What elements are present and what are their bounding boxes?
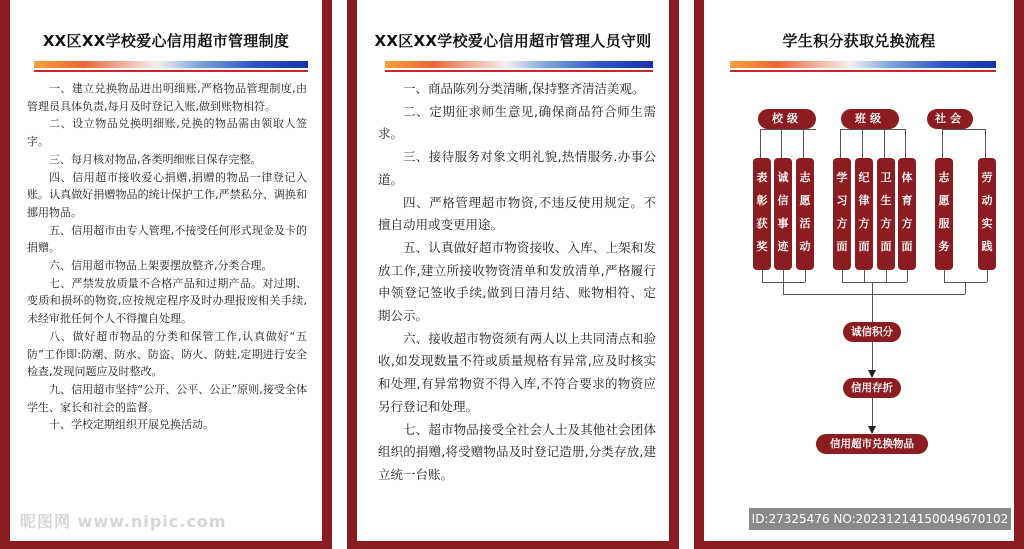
paragraph: 一、建立兑换物品进出明细账,严格物品管理制度,由管理员具体负责,每月及时登记入账,做到账物相符。 — [27, 82, 307, 113]
step-credit-passbook: 信用存折 — [843, 378, 901, 398]
connector-line — [872, 342, 873, 370]
title-underline-red — [385, 70, 653, 72]
rules-text — [378, 78, 656, 487]
connector-line — [864, 270, 865, 282]
connector-line — [840, 129, 906, 130]
rules-text — [27, 80, 307, 434]
paragraph: 九、信用超市坚持“公开、公平、公正”原则,接受全体学生、家长和社会的监督。 — [27, 382, 307, 414]
paragraph: 一、商品陈列分类清晰,保持整齐清洁美观。 — [403, 81, 645, 96]
item-label: 纪律方面 — [858, 171, 870, 253]
step-exchange-goods: 信用超市兑换物品 — [816, 434, 928, 454]
connector-line — [905, 129, 906, 158]
title-underline-red — [730, 70, 996, 72]
paragraph: 五、信用超市由专人管理,不接受任何形式现金及卡的捐赠。 — [27, 223, 307, 255]
item-label: 学习方面 — [836, 171, 848, 253]
rules-panel-management — [0, 0, 332, 549]
connector-line — [842, 270, 843, 282]
paragraph: 八、做好超市物品的分类和保管工作,认真做好“五防”工作即:防潮、防水、防盗、防火、防蛀,定期进行安全检查,发现问题应及时整改。 — [27, 329, 307, 379]
category-society: 社会 — [927, 109, 973, 129]
item-award — [753, 158, 771, 270]
item-label: 卫生方面 — [880, 171, 892, 253]
title-underline — [34, 61, 308, 68]
connector-line — [987, 270, 988, 282]
paragraph: 二、设立物品兑换明细账,兑换的物品需由领取人签字。 — [27, 117, 307, 149]
connector-line — [907, 270, 908, 282]
item-study — [833, 158, 851, 270]
site-watermark: 昵图网 www.nipic.com — [20, 512, 227, 531]
paragraph: 二、定期征求师生意见,确保商品符合师生需求。 — [378, 103, 656, 142]
paragraph: 四、严格管理超市物资,不违反使用规定。不擅自动用或变更用途。 — [378, 194, 656, 233]
connector-line — [783, 282, 784, 294]
step-credit-points: 诚信积分 — [843, 322, 901, 342]
item-label: 志愿服务 — [938, 171, 950, 253]
connector-line — [942, 129, 943, 158]
item-service — [935, 158, 953, 270]
connector-line — [805, 270, 806, 282]
item-hygiene — [877, 158, 895, 270]
paragraph: 四、信用超市接收爱心捐赠,捐赠的物品一律登记入账。认真做好捐赠物品的统计保护工作,严禁私分、调换和挪用物品。 — [27, 170, 307, 219]
item-label: 体育方面 — [901, 171, 913, 253]
item-discipline — [855, 158, 873, 270]
item-label: 志愿活动 — [799, 171, 811, 253]
image-id-label: ID:27325476 NO:20231214150049670102 — [749, 508, 1011, 530]
connector-line — [842, 282, 907, 283]
connector-line — [942, 129, 986, 130]
title-underline-red — [34, 70, 308, 72]
arrow-down-icon — [868, 426, 876, 434]
category-school: 校级 — [758, 109, 816, 129]
item-sports — [898, 158, 916, 270]
paragraph: 六、信用超市物品上架要摆放整齐,分类合理。 — [49, 259, 273, 273]
panel-title: 学生积分获取兑换流程 — [782, 32, 936, 50]
arrow-down-icon — [868, 370, 876, 378]
paragraph: 三、每月核对物品,各类明细账目保存完整。 — [49, 152, 262, 166]
connector-line — [872, 282, 873, 322]
panel-title: XX区XX学校爱心信用超市管理制度 — [42, 32, 290, 50]
category-class: 班级 — [841, 109, 899, 129]
paragraph: 六、接收超市物资须有两人以上共同清点和验收,如发现数量不符或质量规格有异常,应及时核实和处理,有异常物资不得入库,不符合要求的物资应另行登记和处理。 — [378, 330, 656, 414]
title-underline — [385, 61, 653, 68]
connector-line — [872, 398, 873, 427]
panel-title: XX区XX学校爱心信用超市管理人员守则 — [374, 32, 652, 50]
connector-line — [783, 294, 965, 295]
connector-line — [762, 270, 763, 282]
item-label: 诚信事迹 — [777, 171, 789, 253]
connector-line — [803, 129, 804, 158]
paragraph: 十、学校定期组织开展兑换活动。 — [49, 418, 214, 432]
connector-line — [781, 129, 782, 158]
rules-panel-staff — [347, 0, 679, 549]
connector-line — [760, 129, 761, 158]
item-volunteer — [796, 158, 814, 270]
connector-line — [760, 129, 816, 130]
connector-line — [886, 270, 887, 282]
connector-line — [884, 129, 885, 158]
connector-line — [840, 129, 841, 158]
paragraph: 七、严禁发放质量不合格产品和过期产品。对过期、变质和损坏的物资,应按规定程序及时办理报废相关手续,未经审批任何个人不得擅自处理。 — [27, 276, 307, 326]
item-labor — [978, 158, 996, 270]
item-integrity — [774, 158, 792, 270]
paragraph: 五、认真做好超市物资接收、入库、上架和发放工作,建立所接收物资清单和发放清单,严格履行申领登记签收手续,做到日清月结、账物相符、定期公示。 — [378, 239, 656, 324]
item-label: 劳动实践 — [981, 171, 993, 253]
connector-line — [985, 129, 986, 158]
connector-line — [944, 270, 945, 282]
item-label: 表彰获奖 — [756, 171, 768, 253]
connector-line — [783, 270, 784, 282]
connector-line — [965, 282, 966, 294]
paragraph: 七、超市物品接受全社会人士及其他社会团体组织的捐赠,将受赠物品及时登记造册,分类存放,建立统一台账。 — [378, 421, 656, 482]
title-underline — [730, 61, 996, 68]
paragraph: 三、接待服务对象文明礼貌,热情服务.办事公道。 — [378, 149, 656, 187]
connector-line — [862, 129, 863, 158]
flow-panel — [694, 0, 1024, 549]
